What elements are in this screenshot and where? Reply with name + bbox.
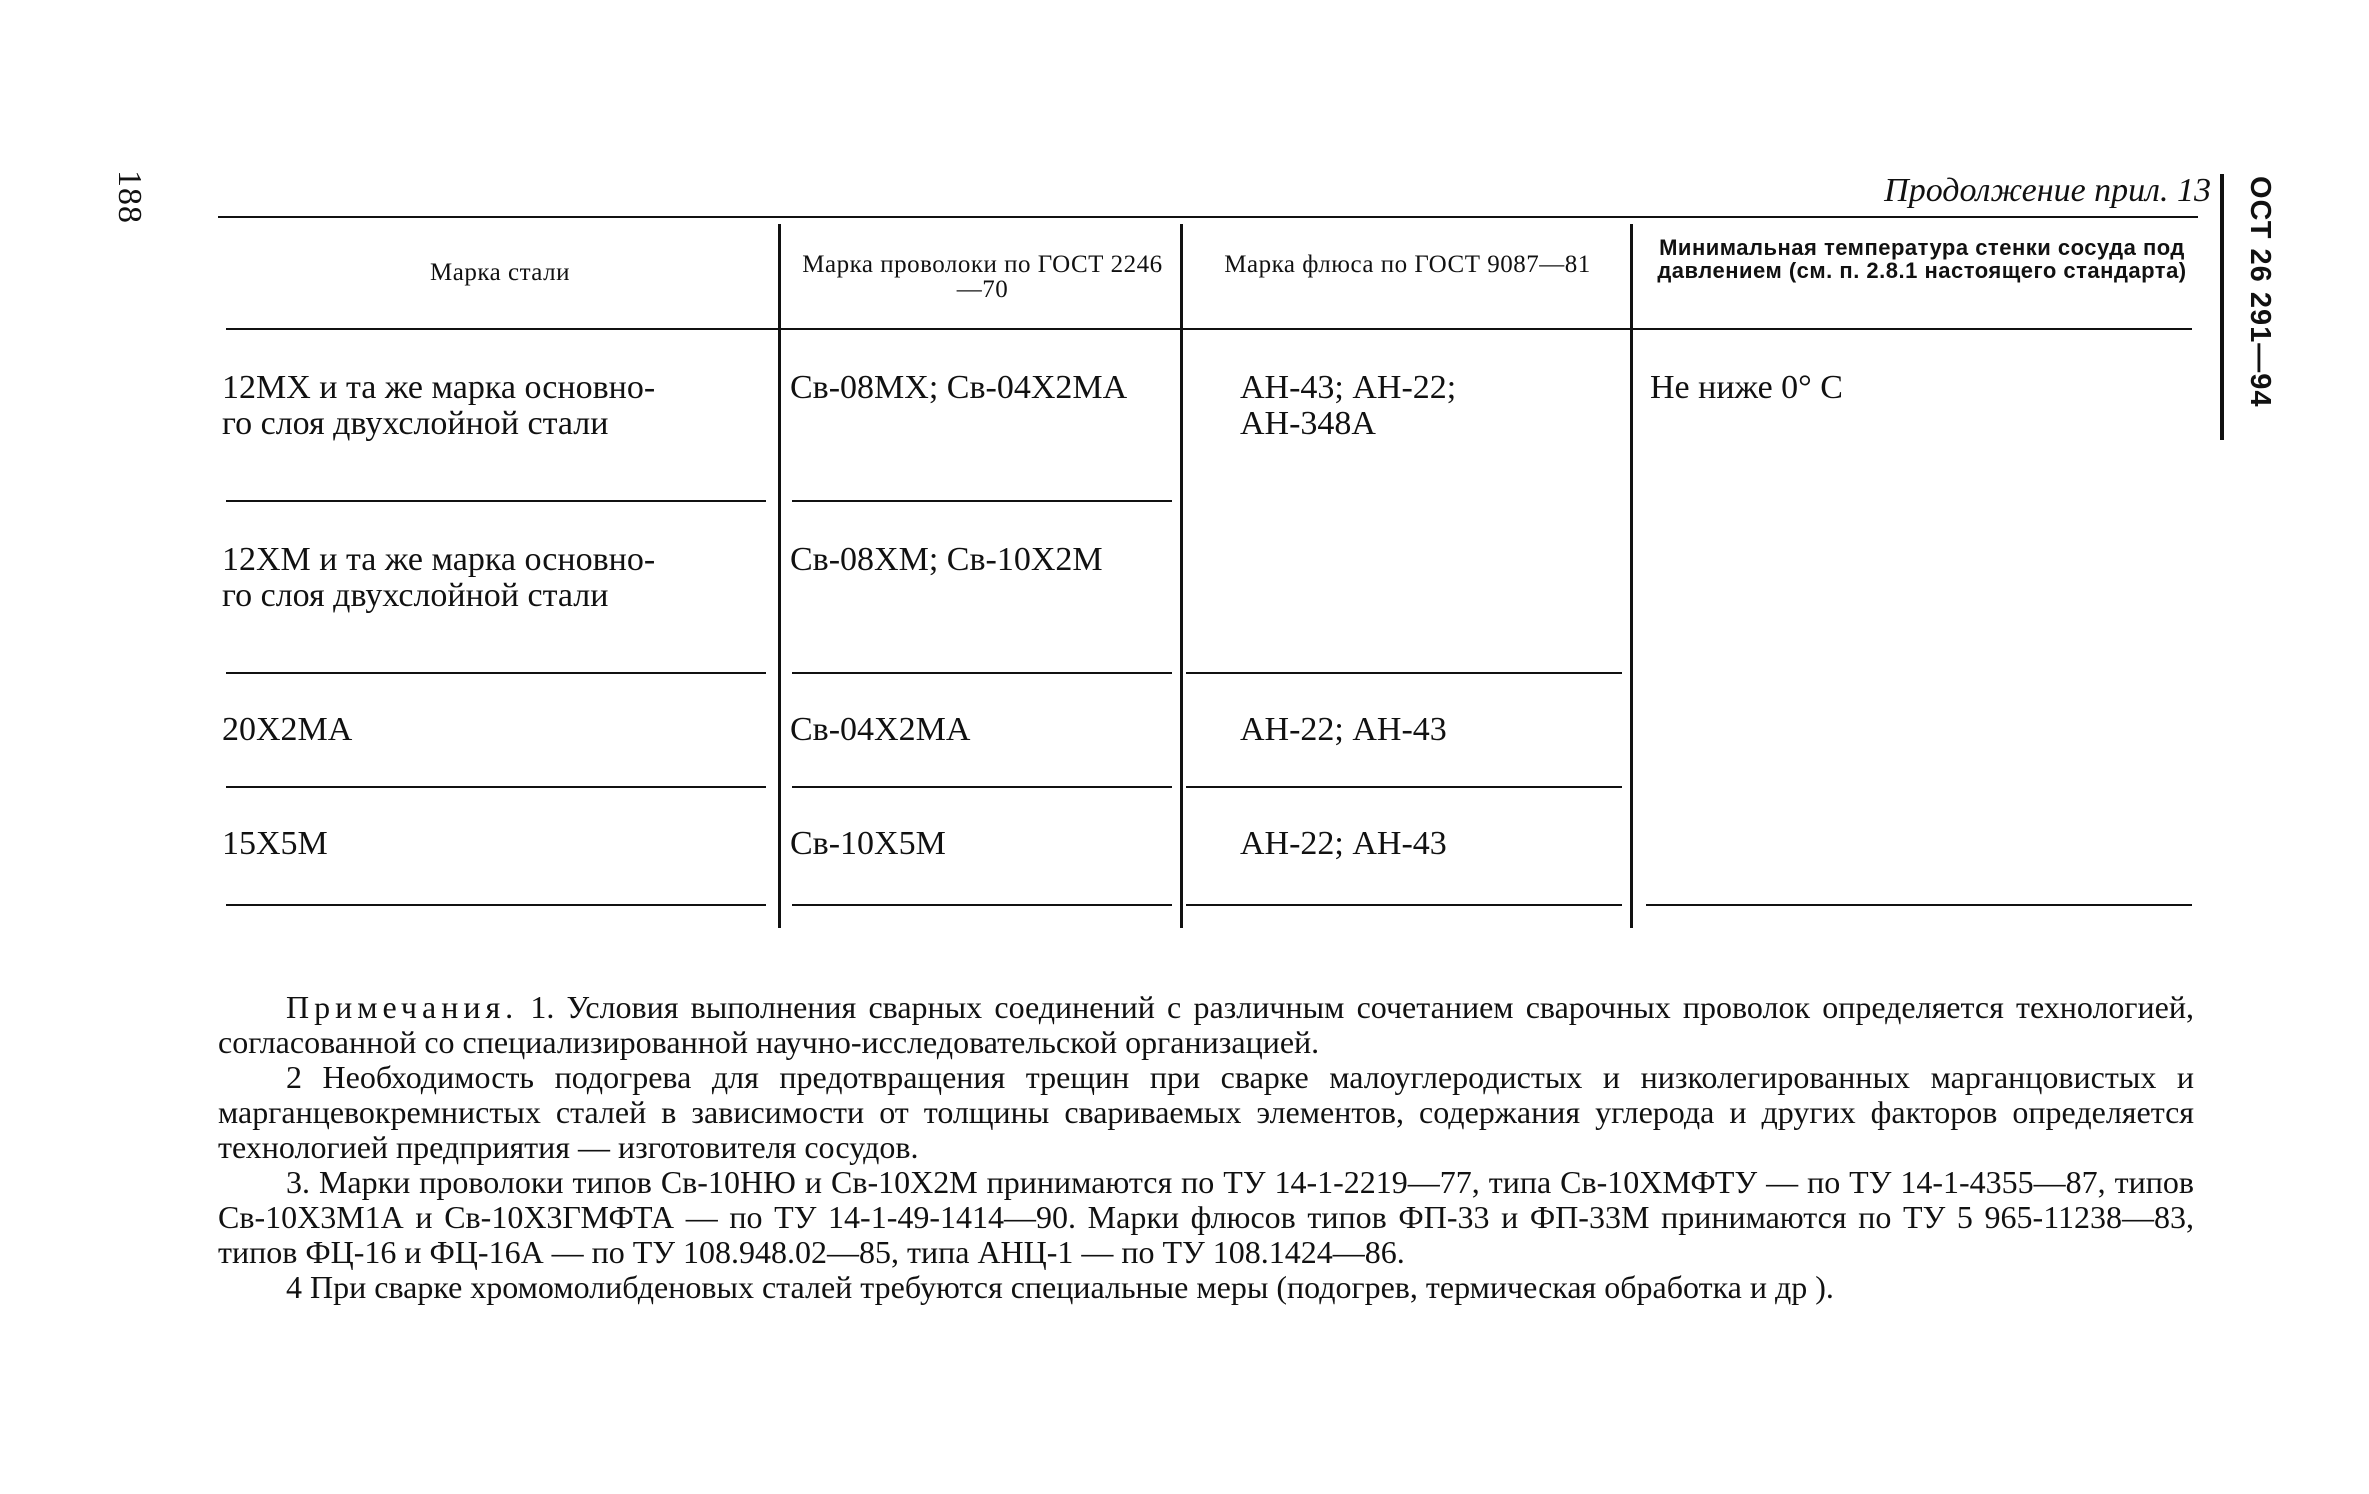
header-flux-grade: Марка флюса по ГОСТ 9087—81 [1224,251,1591,278]
table-bottom-rule [1186,904,1622,906]
steel-grade-cell: 15Х5М [222,825,328,862]
table-bottom-rule [226,904,766,906]
steel-grade-cell: 12ХМ и та же марка основно- го слоя двухслойной стали [222,541,656,614]
flux-grade-cell: АН-22; АН-43 [1240,711,1447,748]
row-rule [226,500,766,502]
min-temperature-cell: Не ниже 0° С [1650,369,1843,406]
table-top-rule [218,216,2198,218]
flux-grade-cell: АН-43; АН-22; АН-348А [1240,369,1457,442]
page-number: 188 [111,170,148,224]
table-bottom-rule [792,904,1172,906]
note-2: 2 Необходимость подогрева для предотвращения трещин при сварке малоуглеродистых и низколегированных марганцовистых и марганцевокремнистых сталей в зависимости от толщины свариваемых элементов, содержания углерода и других факторов определяется технологией предприятия — изготовителя сосудов. [218,1059,2194,1165]
continuation-caption: Продолжение прил. 13 [1884,172,2211,209]
steel-grade-cell: 20Х2МА [222,711,353,748]
row-rule [226,672,766,674]
row-rule [792,672,1172,674]
wire-grade-cell: Св-04Х2МА [790,711,971,748]
side-rule [2220,174,2224,440]
row-rule [1186,786,1622,788]
header-min-temperature: Минимальная температура стенки сосуда под давлением (см. п. 2.8.1 настоящего стандарта) [1657,235,2187,283]
note-3: 3. Марки проволоки типов Св-10НЮ и Св-10Х2М принимаются по ТУ 14-1-2219—77, типа Св-10ХМФТУ — по ТУ 14-1-4355—87, типов Св-10Х3М1А и Св-10Х3ГМФТА — по ТУ 14-1-49-1414—90. Марки флюсов типов ФП-33 и ФП-33М принимаются по ТУ 5 965-11238—83, типов ФЦ-16 и ФЦ-16А — по ТУ 108.948.02—85, типа АНЦ-1 — по ТУ 108.1424—86. [218,1164,2194,1270]
row-rule [1186,672,1622,674]
header-steel-grade: Марка стали [430,259,570,286]
row-rule [226,786,766,788]
steel-grade-cell: 12МХ и та же марка основно- го слоя двухслойной стали [222,369,656,442]
notes-section [218,990,2194,1305]
row-rule [792,500,1172,502]
wire-grade-cell: Св-10Х5М [790,825,946,862]
row-rule [792,786,1172,788]
note-1: Примечания. 1. Условия выполнения сварных соединений с различным сочетанием сварочных проволок определяется технологией, согласованной со специализированной научно-исследовательской организацией. [218,989,2194,1060]
standard-designation: ОСТ 26 291—94 [2244,176,2276,408]
note-4: 4 При сварке хромомолибденовых сталей требуются специальные меры (подогрев, термическая обработка и др ). [286,1269,1834,1305]
table-bottom-rule [1646,904,2192,906]
wire-grade-cell: Св-08МХ; Св-04Х2МА [790,369,1128,406]
flux-grade-cell: АН-22; АН-43 [1240,825,1447,862]
header-wire-grade: Марка проволоки по ГОСТ 2246—70 [802,251,1163,303]
header-rule [226,328,2192,330]
wire-grade-cell: Св-08ХМ; Св-10Х2М [790,541,1103,578]
notes-label: Примечания. [286,989,519,1025]
